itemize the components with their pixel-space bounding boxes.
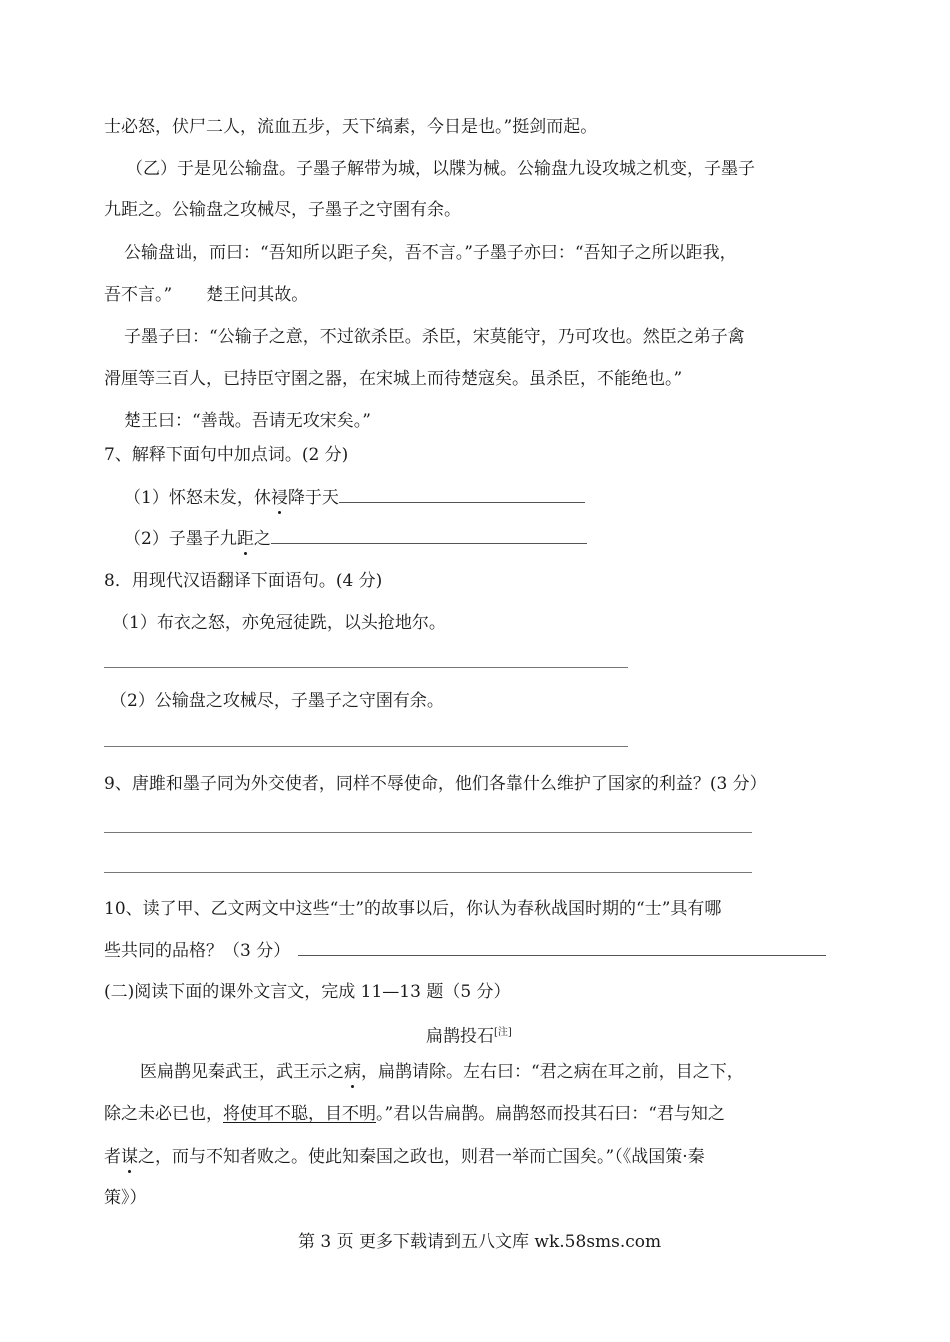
section2-title — [426, 1022, 512, 1048]
passage-b-p1-line2: 九距之。公输盘之攻械尽，子墨子之守圉有余。 — [104, 200, 461, 220]
q9-answer-line-1[interactable] — [104, 832, 752, 833]
section2-line3 — [104, 1146, 705, 1168]
q8-stem: 8．用现代汉语翻译下面语句。(4 分) — [104, 571, 383, 591]
q10-line2-text: 些共同的品格？（3 分） — [104, 941, 291, 961]
q10-line2 — [104, 939, 826, 962]
q7-item2-answer-blank[interactable] — [271, 527, 587, 544]
q7-item1 — [124, 486, 585, 509]
q7-item2-before: （2）子墨子九 — [124, 529, 237, 549]
section2-title-note: [注] — [494, 1027, 512, 1038]
section2-line1 — [140, 1061, 744, 1083]
q7-item1-answer-blank[interactable] — [339, 486, 585, 503]
q7-item2-after: 之 — [253, 529, 271, 549]
passage-b-p1-line1: （乙）于是见公输盘。子墨子解带为城，以牒为械。公输盘九设攻城之机变，子墨子 — [126, 159, 755, 179]
q10-answer-blank[interactable] — [298, 939, 826, 956]
section2-line3-before: 者 — [104, 1147, 121, 1167]
section2-title-text: 扁鹊投石 — [426, 1026, 494, 1047]
q10-line1: 10、读了甲、乙文两文中这些“士”的故事以后，你认为春秋战国时期的“士”具有哪 — [104, 899, 722, 919]
section2-line3-dotted-word: 谋 — [121, 1147, 138, 1167]
q8-item2: （2）公输盘之攻械尽，子墨子之守圉有余。 — [110, 691, 444, 711]
q7-item1-before: （1）怀怒未发，休 — [124, 488, 271, 508]
passage-b-p2-line2: 吾不言。” 楚王问其故。 — [104, 285, 309, 305]
passage-b-p3-line2: 滑厘等三百人，已持臣守圉之器，在宋城上而待楚寇矣。虽杀臣，不能绝也。” — [104, 369, 683, 389]
q7-stem: 7、解释下面句中加点词。(2 分) — [104, 445, 349, 465]
section2-heading: (二)阅读下面的课外文言文，完成 11—13 题（5 分） — [104, 982, 511, 1002]
q9-stem: 9、唐雎和墨子同为外交使者，同样不辱使命，他们各靠什么维护了国家的利益？(3 分） — [104, 774, 767, 794]
section2-line2-underlined: 将使耳不聪，目不明 — [223, 1104, 376, 1124]
q9-answer-line-2[interactable] — [104, 872, 752, 873]
section2-line4: 策》） — [104, 1188, 147, 1208]
section2-line3-after: 之，而与不知者败之。使此知秦国之政也，则君一举而亡国矣。”（《战国策·秦 — [138, 1147, 705, 1167]
page-footer: 第 3 页 更多下载请到五八文库 wk.58sms.com — [298, 1232, 662, 1252]
section2-line2-after: 。”君以告扁鹊。扁鹊怒而投其石曰：“君与知之 — [376, 1104, 725, 1124]
q7-item1-dotted-word: 祲 — [270, 488, 288, 508]
passage-b-p2-line1: 公输盘诎，而曰：“吾知所以距子矣，吾不言。”子墨子亦曰：“吾知子之所以距我， — [124, 243, 737, 263]
section2-line1-dotted-word: 病 — [344, 1062, 361, 1082]
q7-item1-after: 降于天 — [287, 488, 339, 508]
q7-item2-dotted-word: 距 — [236, 529, 254, 549]
passage-b-p4: 楚王曰：“善哉。吾请无攻宋矣。” — [124, 411, 371, 431]
q8-item2-answer-line[interactable] — [104, 746, 628, 747]
q8-item1-answer-line[interactable] — [104, 667, 628, 668]
q8-item1: （1）布衣之怒，亦免冠徒跣，以头抢地尔。 — [112, 613, 446, 633]
section2-line2 — [104, 1103, 725, 1125]
section2-line1-before: 医扁鹊见秦武王，武王示之 — [140, 1062, 344, 1082]
passage-b-p3-line1: 子墨子曰：“公输子之意，不过欲杀臣。杀臣，宋莫能守，乃可攻也。然臣之弟子禽 — [124, 327, 745, 347]
q7-item2 — [124, 527, 587, 550]
passage-a-end: 士必怒，伏尸二人，流血五步，天下缟素，今日是也。”挺剑而起。 — [104, 117, 598, 137]
section2-line2-before: 除之未必已也， — [104, 1104, 223, 1124]
section2-line1-after: ，扁鹊请除。左右曰：“君之病在耳之前，目之下， — [361, 1062, 744, 1082]
